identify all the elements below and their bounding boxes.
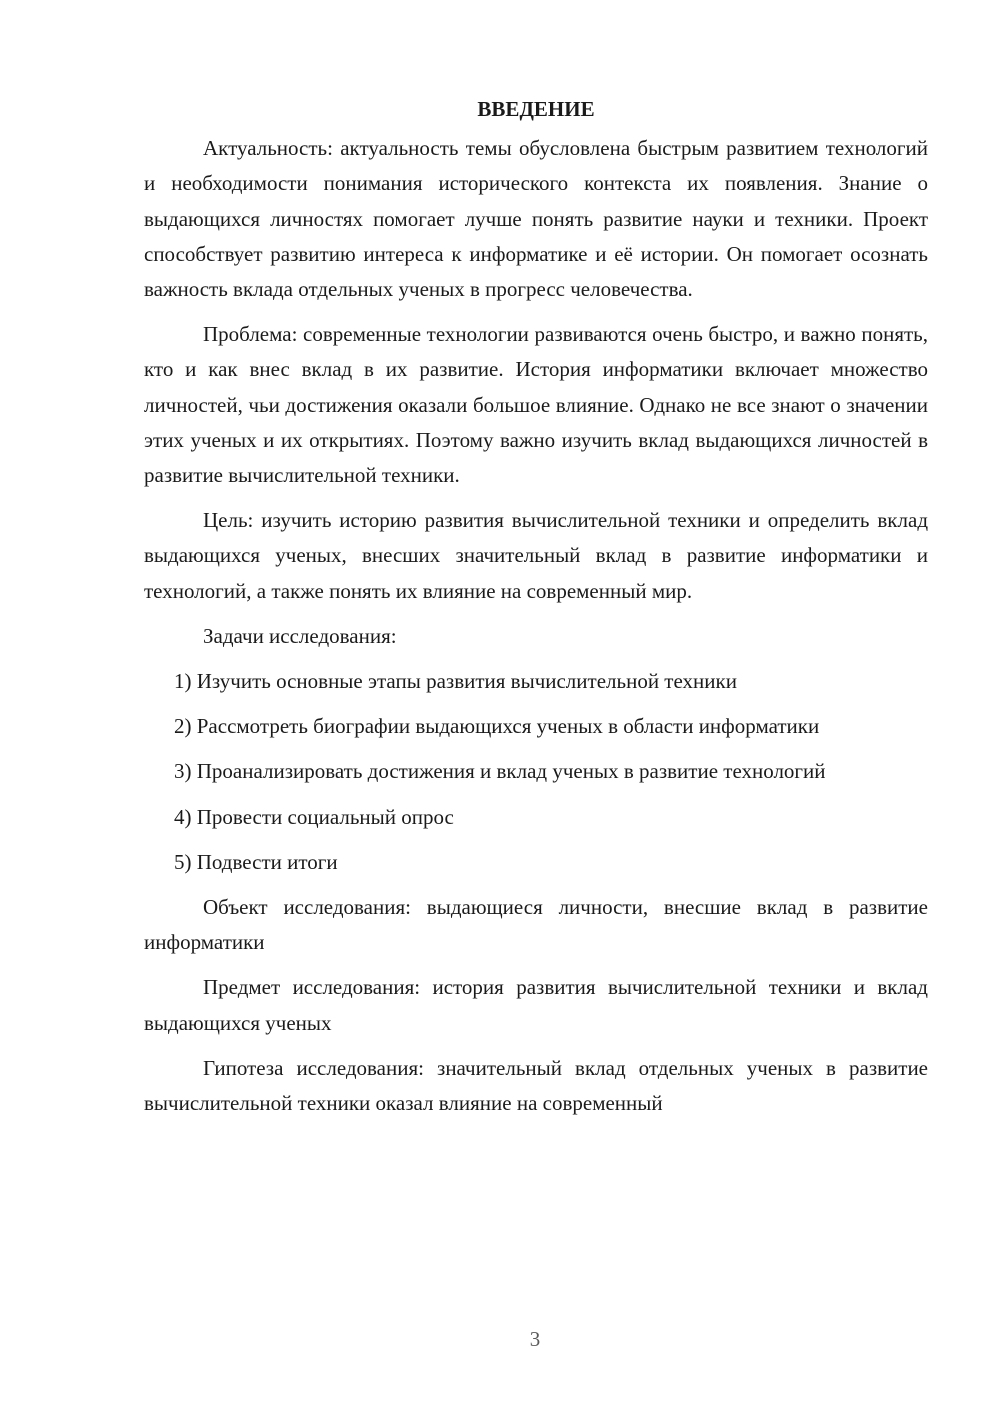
relevance-paragraph: Актуальность: актуальность темы обусловлена быстрым развитием технологий и необходимости понимания исторического контекста их появления. Знание о выдающихся личностях помогает лучше понять развитие науки и техники. Проект способствует развитию интереса к информатике и её истории. Он помогает осознать важность вклада отдельных ученых в прогресс человечества. — [144, 136, 928, 302]
task-item: 4) Провести социальный опрос — [174, 804, 454, 829]
task-item: 3) Проанализировать достижения и вклад ученых в развитие технологий — [174, 759, 826, 784]
problem-paragraph: Проблема: современные технологии развиваются очень быстро, и важно понять, кто и как внес вклад в их развитие. История информатики включает множество личностей, чьи достижения оказали большое влияние. Однако не все знают о значении этих ученых и их открытиях. Поэтому важно изучить вклад выдающихся личностей в развитие вычислительной техники. — [144, 322, 928, 488]
task-item: 2) Рассмотреть биографии выдающихся ученых в области информатики — [174, 714, 820, 739]
section-title: ВВЕДЕНИЕ — [477, 97, 595, 121]
goal-paragraph: Цель: изучить историю развития вычислительной техники и определить вклад выдающихся ученых, внесших значительный вклад в развитие информатики и технологий, а также понять их влияние на современный мир. — [144, 508, 928, 603]
hypothesis-paragraph: Гипотеза исследования: значительный вклад отдельных ученых в развитие вычислительной техники оказал влияние на современный — [144, 1055, 928, 1116]
tasks-heading: Задачи исследования: — [203, 623, 397, 648]
task-item: 1) Изучить основные этапы развития вычислительной техники — [174, 669, 737, 694]
page-number: 3 — [529, 1327, 541, 1351]
document-page — [144, 92, 928, 1352]
object-paragraph: Объект исследования: выдающиеся личности, внесшие вклад в развитие информатики — [144, 895, 928, 955]
task-item: 5) Подвести итоги — [174, 849, 338, 874]
subject-paragraph: Предмет исследования: история развития вычислительной техники и вклад выдающихся ученых — [144, 975, 928, 1035]
